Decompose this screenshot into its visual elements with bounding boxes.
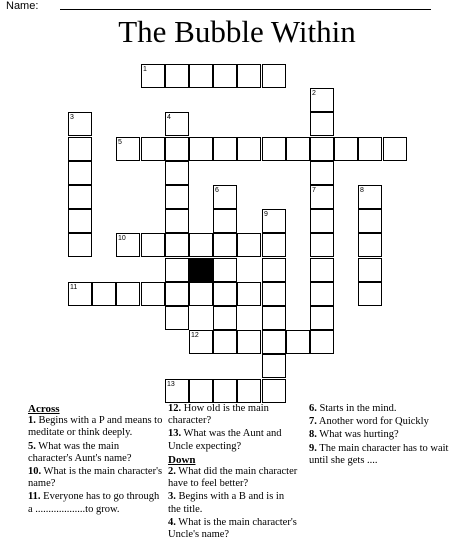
clue-number-label: 12. [168, 403, 182, 414]
grid-cell[interactable] [262, 330, 286, 354]
clue-item [28, 466, 163, 490]
clue-number-label: 13. [168, 428, 182, 440]
puzzle-title: The Bubble Within [118, 14, 356, 49]
clue-text: How old is the main character? [168, 403, 269, 427]
grid-cell[interactable] [310, 233, 334, 257]
grid-cell[interactable] [141, 282, 165, 306]
grid-cell[interactable] [262, 379, 286, 403]
grid-cell[interactable] [68, 185, 92, 209]
clue-item [168, 428, 298, 452]
clue-text: What was the Aunt and Uncle expecting? [168, 428, 282, 452]
clue-text: What is the main character's Uncle's name? [168, 516, 297, 541]
grid-cell[interactable] [165, 64, 189, 88]
grid-cell[interactable] [213, 379, 237, 403]
clue-item [168, 517, 298, 541]
clue-number: 1 [143, 66, 147, 73]
grid-cell[interactable] [68, 161, 92, 185]
clue-number: 11 [70, 284, 78, 291]
grid-cell[interactable] [237, 137, 261, 161]
grid-cell[interactable] [310, 137, 334, 161]
grid-cell[interactable] [141, 233, 165, 257]
clue-number-label: 6. [309, 403, 317, 414]
clue-item [309, 429, 449, 441]
clue-text: Starts in the mind. [316, 403, 397, 414]
name-label: Name: [6, 0, 39, 12]
grid-cell[interactable] [68, 137, 92, 161]
grid-cell[interactable] [237, 64, 261, 88]
clue-text: What was the main character's Aunt's name? [28, 440, 132, 464]
clue-item [309, 416, 449, 428]
clue-text: What did the main character have to feel better? [168, 466, 298, 490]
clues-column-2 [168, 403, 298, 542]
clue-text: The main character has to wait until she gets .... [309, 442, 449, 466]
clue-number: 5 [118, 139, 122, 146]
grid-cell[interactable] [262, 233, 286, 257]
grid-cell[interactable] [68, 233, 92, 257]
clue-text: Begins with a B and is in the title. [168, 491, 285, 515]
grid-cell[interactable] [262, 64, 286, 88]
clue-number-label: 10. [28, 466, 42, 478]
grid-cell[interactable] [237, 282, 261, 306]
clue-item [28, 415, 163, 439]
clue-number: 3 [70, 114, 74, 121]
grid-cell[interactable] [165, 161, 189, 185]
grid-cell[interactable] [165, 233, 189, 257]
grid-cell[interactable] [189, 137, 213, 161]
grid-cell[interactable] [237, 379, 261, 403]
grid-cell[interactable] [68, 209, 92, 233]
grid-cell[interactable] [383, 137, 407, 161]
clue-number: 7 [312, 187, 316, 194]
clue-item [309, 443, 449, 467]
grid-cell[interactable] [213, 233, 237, 257]
grid-cell[interactable] [189, 282, 213, 306]
clue-number: 12 [191, 332, 199, 339]
across-heading: Across [28, 403, 60, 415]
grid-cell[interactable] [358, 137, 382, 161]
grid-cell[interactable] [262, 258, 286, 282]
grid-cell[interactable] [310, 306, 334, 330]
grid-cell[interactable] [334, 137, 358, 161]
grid-cell[interactable] [358, 282, 382, 306]
clue-number: 10 [118, 235, 126, 242]
grid-cell[interactable] [237, 330, 261, 354]
clue-item [28, 491, 163, 515]
clue-number-label: 1. [28, 415, 36, 427]
grid-cell[interactable] [310, 330, 334, 354]
grid-cell[interactable] [189, 379, 213, 403]
grid-cell[interactable] [116, 282, 140, 306]
grid-cell[interactable] [213, 209, 237, 233]
clue-text: Everyone has to go through a ...................to grow. [28, 491, 160, 515]
down-heading: Down [168, 453, 196, 466]
clue-number: 8 [360, 187, 364, 194]
grid-cell[interactable] [262, 282, 286, 306]
clue-text: What is the main character's name? [28, 466, 163, 490]
grid-cell[interactable] [213, 306, 237, 330]
grid-cell[interactable] [165, 185, 189, 209]
clue-number-label: 4. [168, 516, 176, 528]
grid-cell[interactable] [310, 112, 334, 136]
clue-number: 4 [167, 114, 171, 121]
clue-item [168, 491, 298, 515]
clue-item [309, 403, 449, 415]
grid-cell[interactable] [310, 282, 334, 306]
grid-cell[interactable] [262, 137, 286, 161]
grid-cell[interactable] [262, 306, 286, 330]
grid-cell[interactable] [213, 137, 237, 161]
black-cell [189, 258, 213, 282]
clues-column-3 [309, 403, 449, 468]
clue-number: 2 [312, 90, 316, 97]
grid-cell[interactable] [213, 64, 237, 88]
clues-column-1 [28, 403, 163, 517]
grid-cell[interactable] [92, 282, 116, 306]
grid-cell[interactable] [286, 330, 310, 354]
clue-text: Another word for Quickly [316, 416, 429, 428]
clue-number-label: 11. [28, 491, 41, 503]
grid-cell[interactable] [189, 233, 213, 257]
clue-item [168, 466, 298, 490]
grid-cell[interactable] [358, 209, 382, 233]
grid-cell[interactable] [237, 233, 261, 257]
clue-text: What was hurting? [316, 429, 399, 441]
clue-number-label: 2. [168, 466, 176, 478]
grid-cell[interactable] [286, 137, 310, 161]
grid-cell[interactable] [165, 306, 189, 330]
grid-cell[interactable] [165, 209, 189, 233]
clue-number: 6 [215, 187, 219, 194]
clue-number: 13 [167, 381, 175, 388]
grid-cell[interactable] [262, 354, 286, 378]
clue-item [168, 403, 298, 427]
clue-number-label: 8. [309, 429, 317, 441]
grid-cell[interactable] [358, 258, 382, 282]
grid-cell[interactable] [213, 258, 237, 282]
clue-number-label: 7. [309, 416, 317, 428]
grid-cell[interactable] [213, 282, 237, 306]
clue-number-label: 5. [28, 440, 36, 452]
grid-cell[interactable] [358, 233, 382, 257]
grid-cell[interactable] [189, 64, 213, 88]
grid-cell[interactable] [165, 258, 189, 282]
grid-cell[interactable] [310, 209, 334, 233]
grid-cell[interactable] [213, 330, 237, 354]
grid-cell[interactable] [165, 282, 189, 306]
grid-cell[interactable] [310, 258, 334, 282]
clue-number: 9 [264, 211, 268, 218]
grid-cell[interactable] [310, 161, 334, 185]
clue-number-label: 3. [168, 491, 176, 503]
clue-item [28, 441, 163, 465]
grid-cell[interactable] [165, 137, 189, 161]
clue-number-label: 9. [309, 442, 317, 454]
clue-text: Begins with a P and means to meditate or think deeply. [28, 415, 163, 439]
grid-cell[interactable] [141, 137, 165, 161]
